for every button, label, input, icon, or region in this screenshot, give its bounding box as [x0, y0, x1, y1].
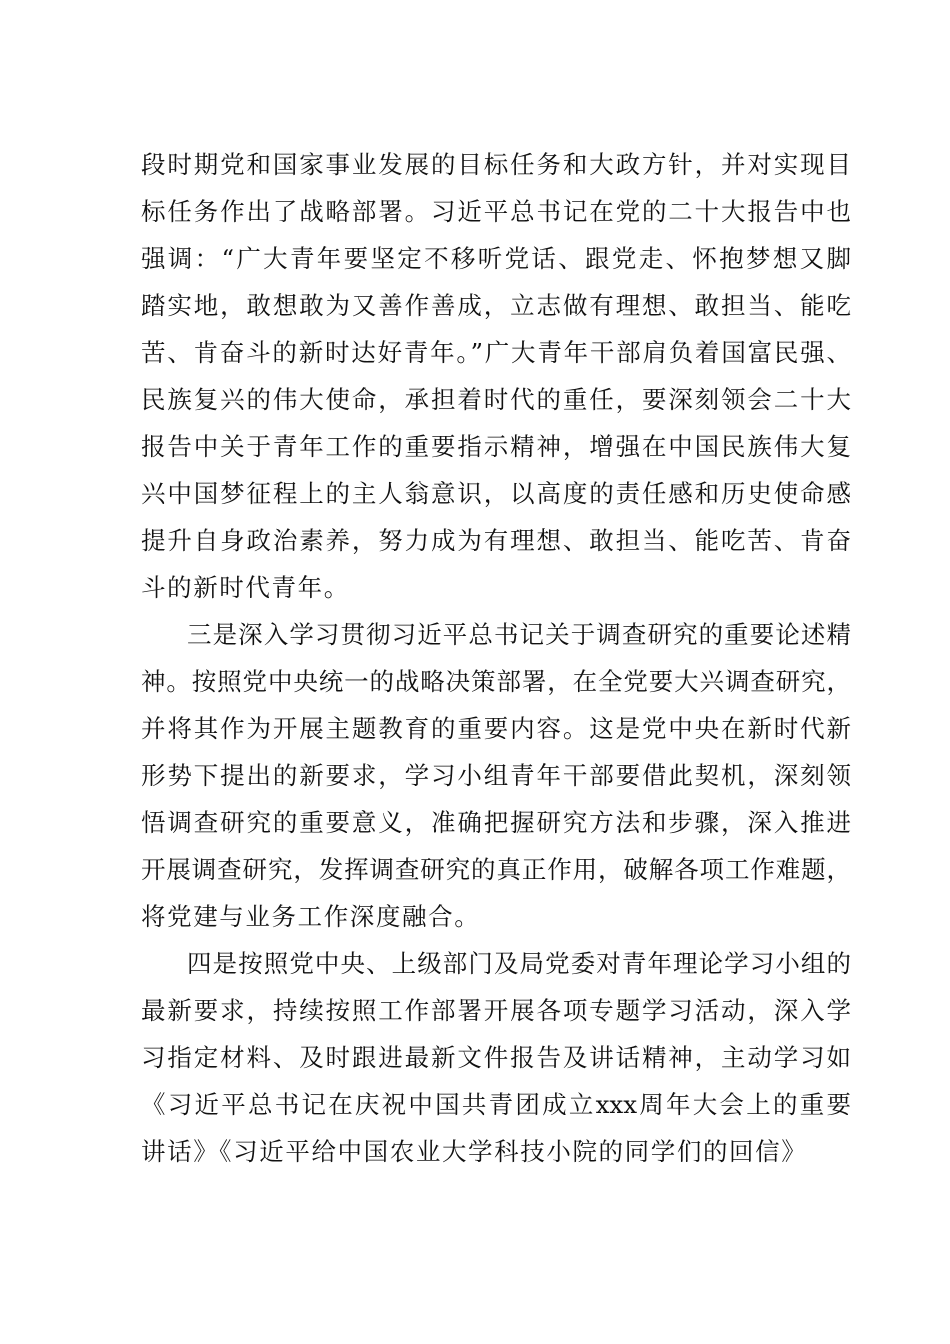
text-line: 斗的新时代青年。: [141, 573, 350, 602]
text-line: 形势下提出的新要求，学习小组青年干部要借此契机，深刻领: [141, 761, 851, 790]
text-line: 提升自身政治素养，努力成为有理想、敢担当、能吃苦、肯奋: [141, 526, 851, 555]
text-line: 三是深入学习贯彻习近平总书记关于调查研究的重要论述精: [187, 620, 851, 649]
text-line: 报告中关于青年工作的重要指示精神，增强在中国民族伟大复: [141, 432, 851, 461]
document-body: [141, 141, 851, 1175]
text-line: 强调：“广大青年要坚定不移听党话、跟党走、怀抱梦想又脚: [141, 244, 851, 273]
paragraph-2-continued: [141, 658, 851, 940]
text-line: 兴中国梦征程上的主人翁意识，以高度的责任感和历史使命感: [141, 479, 851, 508]
text-line: 最新要求，持续按照工作部署开展各项专题学习活动，深入学: [141, 996, 851, 1025]
text-line: 将党建与业务工作深度融合。: [141, 902, 481, 931]
paragraph-3-continued: [141, 987, 851, 1175]
text-line: 《习近平总书记在庆祝中国共青团成立xxx周年大会上的重要: [141, 1090, 851, 1119]
text-line: 并将其作为开展主题教育的重要内容。这是党中央在新时代新: [141, 714, 851, 743]
text-line: 段时期党和国家事业发展的目标任务和大政方针，并对实现目: [141, 150, 851, 179]
text-line: 四是按照党中央、上级部门及局党委对青年理论学习小组的: [187, 949, 851, 978]
text-line: 苦、肯奋斗的新时达好青年。”广大青年干部肩负着国富民强、: [141, 338, 851, 367]
paragraph-2: [141, 611, 851, 658]
text-line: 讲话》《习近平给中国农业大学科技小院的同学们的回信》: [141, 1137, 808, 1166]
text-line: 民族复兴的伟大使命，承担着时代的重任，要深刻领会二十大: [141, 385, 851, 414]
paragraph-1: [141, 141, 851, 611]
text-line: 悟调查研究的重要意义，准确把握研究方法和步骤，深入推进: [141, 808, 851, 837]
paragraph-3: [141, 940, 851, 987]
text-line: 习指定材料、及时跟进最新文件报告及讲话精神，主动学习如: [141, 1043, 851, 1072]
text-line: 踏实地，敢想敢为又善作善成，立志做有理想、敢担当、能吃: [141, 291, 851, 320]
text-line: 神。按照党中央统一的战略决策部署，在全党要大兴调查研究，: [141, 667, 851, 696]
text-line: 标任务作出了战略部署。习近平总书记在党的二十大报告中也: [141, 197, 851, 226]
text-line: 开展调查研究，发挥调查研究的真正作用，破解各项工作难题，: [141, 855, 851, 884]
